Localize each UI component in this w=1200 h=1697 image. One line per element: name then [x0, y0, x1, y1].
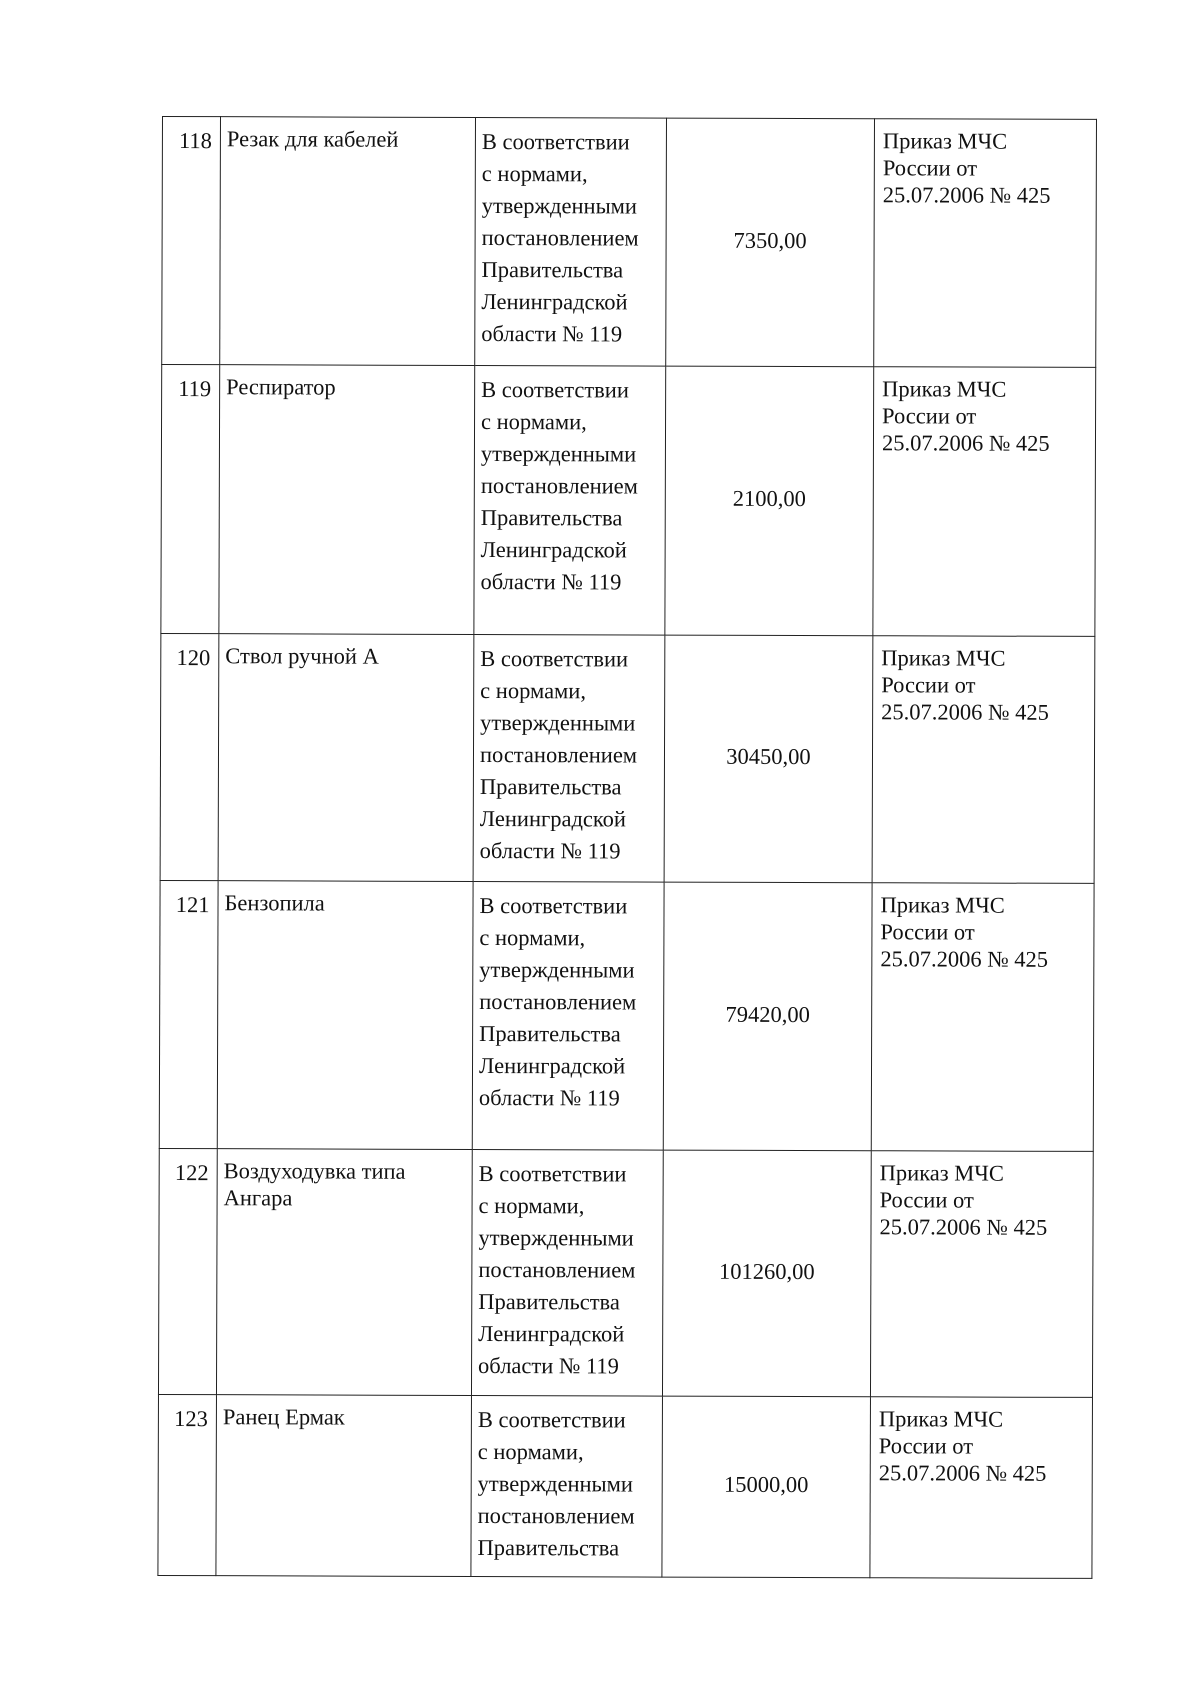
item-name-line: Воздуходувка типа — [223, 1158, 406, 1184]
basis-line: постановлением — [477, 1502, 635, 1529]
order-line: 25.07.2006 № 425 — [878, 1460, 1047, 1486]
norm-basis — [474, 365, 666, 635]
basis-line: области № 119 — [481, 321, 623, 347]
norm-basis — [472, 881, 664, 1150]
price-value: 30450,00 — [664, 635, 873, 883]
basis-line: утвержденными — [479, 957, 635, 983]
item-name-line: Резак для кабелей — [226, 126, 399, 152]
item-name — [219, 365, 475, 635]
basis-line: с нормами, — [481, 409, 587, 435]
row-number: 118 — [162, 117, 221, 365]
order-reference — [872, 636, 1095, 884]
norm-basis — [475, 117, 667, 366]
basis-line: Ленинградской — [479, 806, 627, 832]
price-value: 2100,00 — [665, 366, 874, 636]
basis-line: В соответствии — [478, 1161, 627, 1187]
norms-table — [157, 116, 1097, 1579]
order-line: 25.07.2006 № 425 — [879, 1214, 1048, 1240]
basis-line: Правительства — [479, 1021, 621, 1047]
table-row — [161, 365, 1096, 637]
order-line: 25.07.2006 № 425 — [880, 946, 1049, 972]
basis-line: утвержденными — [480, 710, 636, 736]
basis-line: с нормами, — [477, 1438, 584, 1465]
order-reference — [870, 1151, 1093, 1398]
row-number: 119 — [161, 365, 220, 634]
table-row — [160, 633, 1095, 883]
order-line: Приказ МЧС — [879, 1160, 1005, 1186]
order-line: Приказ МЧС — [881, 645, 1006, 671]
price-value: 7350,00 — [666, 118, 875, 367]
basis-line: с нормами, — [480, 678, 587, 704]
item-name — [220, 117, 476, 366]
basis-line: Правительства — [480, 505, 623, 531]
order-line: 25.07.2006 № 425 — [882, 182, 1051, 208]
order-line: России от — [882, 155, 978, 181]
item-name-line: Бензопила — [224, 890, 325, 916]
price-value: 101260,00 — [662, 1150, 871, 1397]
table-row — [158, 1394, 1093, 1578]
order-line: Приказ МЧС — [880, 892, 1005, 918]
item-name — [216, 1395, 472, 1577]
basis-line: Ленинградской — [481, 289, 628, 315]
basis-line: Правительства — [478, 1288, 620, 1315]
basis-line: Ленинградской — [480, 537, 627, 563]
basis-line: области № 119 — [480, 569, 622, 595]
basis-line: области № 119 — [479, 838, 621, 864]
order-line: России от — [881, 672, 976, 698]
norm-basis — [471, 1149, 663, 1396]
basis-line: Ленинградской — [478, 1320, 625, 1347]
row-number: 120 — [160, 633, 219, 880]
basis-line: В соответствии — [479, 893, 628, 919]
basis-line: с нормами, — [479, 925, 586, 951]
basis-line: утвержденными — [477, 1470, 634, 1497]
basis-line: постановлением — [479, 989, 637, 1015]
basis-line: Ленинградской — [478, 1053, 626, 1079]
basis-line: В соответствии — [481, 377, 629, 403]
basis-line: Правительства — [477, 1534, 620, 1561]
item-name-line: Ствол ручной А — [225, 643, 379, 669]
basis-line: утвержденными — [481, 193, 638, 219]
table-row — [162, 117, 1097, 368]
basis-line: Правительства — [481, 257, 624, 283]
basis-line: постановлением — [481, 225, 639, 251]
basis-line: с нормами, — [481, 161, 588, 187]
basis-line: постановлением — [478, 1256, 636, 1283]
item-name-line: Ангара — [223, 1185, 293, 1211]
basis-line: утвержденными — [480, 441, 637, 467]
order-line: Приказ МЧС — [882, 128, 1008, 154]
price-value: 15000,00 — [662, 1396, 871, 1578]
item-name-line: Ранец Ермак — [222, 1404, 345, 1430]
table-row — [158, 1148, 1093, 1397]
order-line: России от — [880, 919, 975, 945]
order-line: 25.07.2006 № 425 — [881, 699, 1049, 725]
basis-line: В соответствии — [480, 646, 629, 672]
row-number: 121 — [159, 880, 218, 1148]
order-line: России от — [879, 1187, 974, 1213]
order-reference — [873, 367, 1096, 637]
order-reference — [871, 883, 1094, 1152]
norm-basis — [471, 1395, 663, 1577]
item-name — [217, 881, 473, 1150]
order-line: 25.07.2006 № 425 — [881, 430, 1050, 456]
order-reference — [874, 119, 1097, 368]
order-reference — [870, 1397, 1093, 1579]
item-name-line: Респиратор — [226, 374, 336, 400]
basis-line: постановлением — [480, 473, 638, 499]
basis-line: с нормами, — [478, 1193, 585, 1219]
basis-line: области № 119 — [478, 1085, 620, 1111]
price-value: 79420,00 — [663, 882, 872, 1151]
basis-line: области № 119 — [478, 1352, 619, 1379]
row-number: 123 — [158, 1394, 217, 1575]
basis-line: В соответствии — [477, 1406, 626, 1433]
table-row — [159, 880, 1094, 1151]
basis-line: Правительства — [479, 774, 622, 800]
item-name — [216, 1149, 472, 1396]
order-line: Приказ МЧС — [882, 376, 1007, 402]
order-line: России от — [878, 1433, 974, 1459]
basis-line: постановлением — [479, 742, 638, 768]
basis-line: В соответствии — [481, 129, 630, 155]
order-line: России от — [882, 403, 977, 429]
item-name — [218, 634, 474, 882]
norm-basis — [473, 634, 665, 882]
basis-line: утвержденными — [478, 1224, 634, 1251]
row-number: 122 — [158, 1148, 217, 1394]
order-line: Приказ МЧС — [878, 1406, 1004, 1432]
